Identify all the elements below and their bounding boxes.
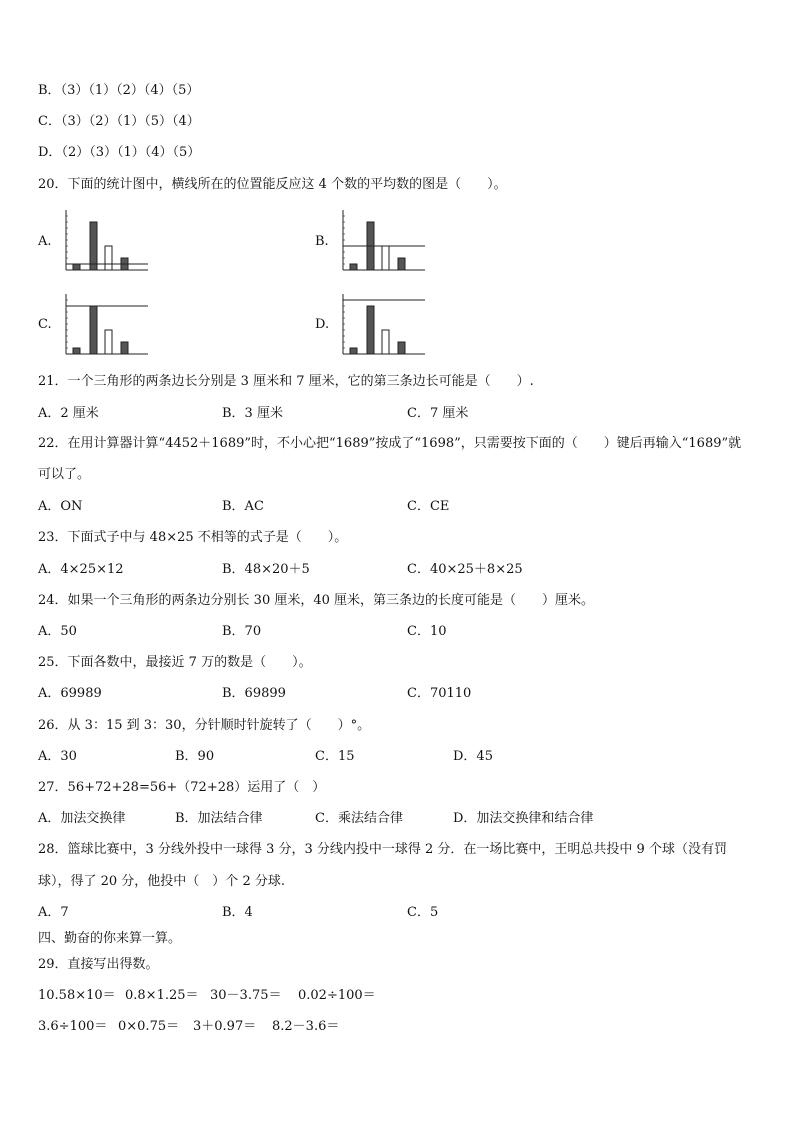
option-label: D． xyxy=(38,145,62,160)
q25-option-b: B．69899 xyxy=(222,686,286,701)
q22-stem-line1: 22．在用计算器计算“4452＋1689”时，不小心把“1689”按成了“1698”，只需要按下面的（ ）键后再输入“1689”就 xyxy=(38,436,742,451)
q20-chart-c-label: C. xyxy=(38,317,52,332)
q28-stem-line1: 28．篮球比赛中，3 分线外投中一球得 3 分，3 分线内投中一球得 2 分．在一场比赛中，王明总共投中 9 个球（没有罚 xyxy=(38,842,727,857)
q26-option-d: D．45 xyxy=(453,749,493,764)
q29-calc-3: 30－3.75＝ xyxy=(210,988,282,1003)
q20-chart-b-label: B. xyxy=(315,234,329,249)
q29-calc-2: 0.8×1.25＝ xyxy=(125,988,199,1003)
q23-option-a: A．4×25×12 xyxy=(38,562,124,577)
option-label: C． xyxy=(38,114,61,129)
q25-stem: 25．下面各数中，最接近 7 万的数是（ ）。 xyxy=(38,655,312,670)
bar xyxy=(398,342,405,354)
q26-option-b: B．90 xyxy=(175,749,215,764)
q28-option-c: C．5 xyxy=(407,905,439,920)
q19-option-b xyxy=(38,82,199,100)
q20-chart-d-label: D. xyxy=(315,317,330,332)
option-text: （3）（2）（1）（5）（4） xyxy=(60,114,200,129)
q21-option-c: C．7 厘米 xyxy=(407,406,469,421)
q28-option-a: A．7 xyxy=(38,905,69,920)
bar xyxy=(90,306,97,354)
bar xyxy=(90,222,97,270)
q27-option-b: B．加法结合律 xyxy=(175,811,263,826)
q27-option-d: D．加法交换律和结合律 xyxy=(453,811,594,826)
q26-stem: 26．从 3：15 到 3：30，分针顺时针旋转了（ ）°。 xyxy=(38,718,371,733)
bar xyxy=(350,264,357,270)
q29-calc-8: 8.2－3.6＝ xyxy=(272,1019,340,1034)
q29-stem: 29．直接写出得数。 xyxy=(38,957,159,972)
bar xyxy=(73,348,80,354)
q24-option-c: C．10 xyxy=(407,624,447,639)
bar xyxy=(105,330,112,354)
q20-chart-d xyxy=(337,292,429,358)
q21-stem: 21．一个三角形的两条边长分别是 3 厘米和 7 厘米，它的第三条边长可能是（ ）. xyxy=(38,374,534,389)
bar xyxy=(367,306,374,354)
q24-option-a: A．50 xyxy=(38,624,77,639)
q29-calc-7: 3＋0.97＝ xyxy=(193,1019,257,1034)
q27-option-c: C．乘法结合律 xyxy=(315,811,403,826)
bar xyxy=(350,348,357,354)
q29-calc-5: 3.6÷100＝ xyxy=(38,1019,108,1034)
q19-option-c xyxy=(38,113,200,131)
q29-calc-6: 0×0.75＝ xyxy=(118,1019,180,1034)
bar xyxy=(382,330,389,354)
q23-option-c: C．40×25＋8×25 xyxy=(407,562,523,577)
q20-stem: 20．下面的统计图中，横线所在的位置能反应这 4 个数的平均数的图是（ ）。 xyxy=(38,177,507,192)
q25-option-c: C．70110 xyxy=(407,686,472,701)
bar xyxy=(73,264,80,270)
q27-stem: 27．56+72+28=56+（72+28）运用了（ ） xyxy=(38,780,326,795)
q21-option-a: A．2 厘米 xyxy=(38,406,99,421)
q20-chart-b xyxy=(337,208,429,274)
bar xyxy=(382,246,389,270)
option-text: （3）（1）（2）（4）（5） xyxy=(60,83,200,98)
bar xyxy=(398,258,405,270)
option-text: （2）（3）（1）（4）（5） xyxy=(61,145,201,160)
option-label: B． xyxy=(38,83,61,98)
q20-chart-c xyxy=(60,292,152,358)
q22-option-a: A．ON xyxy=(38,499,83,514)
q19-option-d xyxy=(38,144,200,162)
q23-stem: 23．下面式子中与 48×25 不相等的式子是（ ）。 xyxy=(38,530,348,545)
q27-option-a: A．加法交换律 xyxy=(38,811,126,826)
q22-option-b: B．AC xyxy=(222,499,264,514)
section-4-title: 四、勤奋的你来算一算。 xyxy=(38,931,182,946)
q29-calc-4: 0.02÷100＝ xyxy=(298,988,376,1003)
q28-stem-line2: 球），得了 20 分，他投中（ ）个 2 分球. xyxy=(38,874,285,889)
q23-option-b: B．48×20＋5 xyxy=(222,562,310,577)
bar xyxy=(121,342,128,354)
q25-option-a: A．69989 xyxy=(38,686,102,701)
q22-stem-line2: 可以了。 xyxy=(38,467,91,482)
q24-stem: 24．如果一个三角形的两条边分别长 30 厘米，40 厘米，第三条边的长度可能是（ ）厘米。 xyxy=(38,593,595,608)
q21-option-b: B．3 厘米 xyxy=(222,406,283,421)
q22-option-c: C．CE xyxy=(407,499,450,514)
q26-option-c: C．15 xyxy=(315,749,355,764)
q29-calc-1: 10.58×10＝ xyxy=(38,988,116,1003)
q28-option-b: B．4 xyxy=(222,905,253,920)
q24-option-b: B．70 xyxy=(222,624,262,639)
q20-chart-a-label: A. xyxy=(38,234,52,249)
bar xyxy=(105,246,112,270)
q20-chart-a xyxy=(60,208,152,274)
q26-option-a: A．30 xyxy=(38,749,77,764)
